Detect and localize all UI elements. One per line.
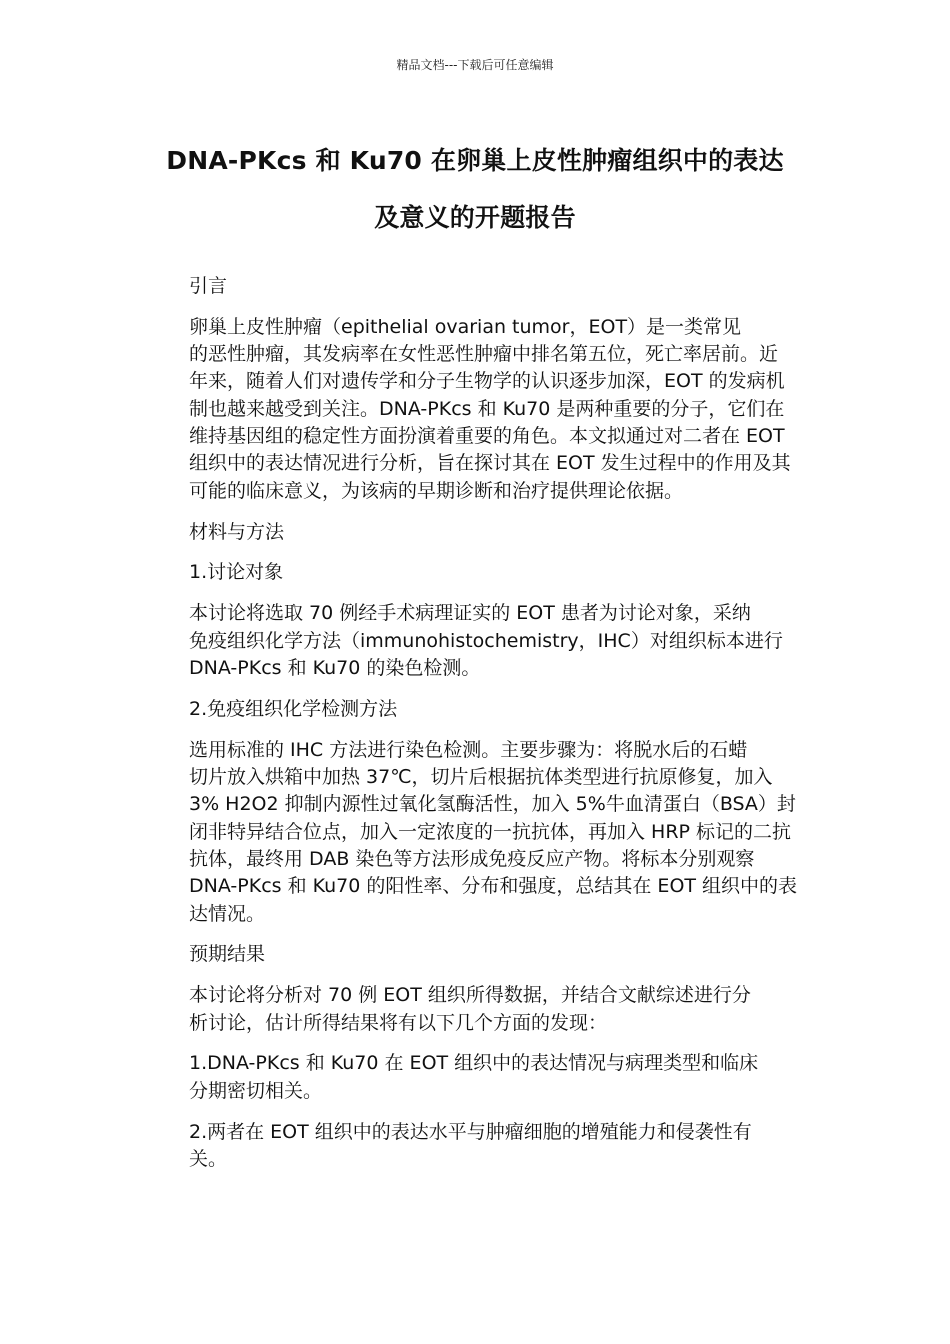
paragraph-line: 年来，随着人们对遗传学和分子生物学的认识逐步加深，EOT 的发病机 [189, 370, 785, 393]
paragraph-line: 1.讨论对象 [189, 561, 284, 584]
paragraph-line: 预期结果 [189, 943, 266, 966]
paragraph-line: 本讨论将分析对 70 例 EOT 组织所得数据，并结合文献综述进行分 [189, 984, 751, 1007]
paragraph-line: 卵巢上皮性肿瘤（epithelial ovarian tumor，EOT）是一类常见 [189, 315, 742, 338]
document-title [120, 132, 830, 246]
paragraph [144, 314, 806, 505]
paragraph [144, 982, 806, 1037]
paragraph-line: 关。 [189, 1147, 228, 1170]
paragraph-line: 闭非特异结合位点，加入一定浓度的一抗抗体，再加入 HRP 标记的二抗 [189, 820, 792, 843]
document-body [144, 273, 806, 1187]
paragraph-line: DNA-PKcs 和 Ku70 的染色检测。 [189, 656, 481, 679]
paragraph-line: 析讨论，估计所得结果将有以下几个方面的发现： [189, 1011, 608, 1034]
paragraph [144, 696, 806, 723]
paragraph [144, 1050, 806, 1105]
paragraph-line: 达情况。 [189, 902, 266, 925]
paragraph-line: 2.两者在 EOT 组织中的表达水平与肿瘤细胞的增殖能力和侵袭性有 [189, 1120, 752, 1143]
title-line-2: 及意义的开题报告 [374, 203, 576, 232]
paragraph-line: 3% H2O2 抑制内源性过氧化氢酶活性，加入 5%牛血清蛋白（BSA）封 [189, 793, 796, 816]
paragraph-line: 组织中的表达情况进行分析，旨在探讨其在 EOT 发生过程中的作用及其 [189, 452, 791, 475]
paragraph-line: 引言 [189, 275, 228, 297]
paragraph [144, 941, 806, 968]
paragraph [144, 559, 806, 586]
paragraph [144, 273, 806, 300]
paragraph-line: 抗体，最终用 DAB 染色等方法形成免疫反应产物。将标本分别观察 [189, 847, 755, 870]
paragraph [144, 1119, 806, 1174]
paragraph-line: 制也越来越受到关注。DNA-PKcs 和 Ku70 是两种重要的分子，它们在 [189, 397, 785, 420]
paragraph-line: 免疫组织化学方法（immunohistochemistry，IHC）对组织标本进行 [189, 629, 783, 652]
paragraph-line: 材料与方法 [189, 520, 285, 543]
paragraph-line: 2.免疫组织化学检测方法 [189, 697, 398, 720]
title-line-1: DNA-PKcs 和 Ku70 在卵巢上皮性肿瘤组织中的表达 [166, 146, 784, 175]
paragraph-line: 维持基因组的稳定性方面扮演着重要的角色。本文拟通过对二者在 EOT [189, 425, 785, 448]
paragraph-line: 选用标准的 IHC 方法进行染色检测。主要步骤为：将脱水后的石蜡 [189, 738, 748, 761]
paragraph-line: 切片放入烘箱中加热 37℃，切片后根据抗体类型进行抗原修复，加入 [189, 766, 773, 789]
paragraph-line: 可能的临床意义，为该病的早期诊断和治疗提供理论依据。 [189, 479, 684, 502]
paragraph-line: 1.DNA-PKcs 和 Ku70 在 EOT 组织中的表达情况与病理类型和临床 [189, 1052, 759, 1075]
page-header: 精品文档---下载后可任意编辑 [396, 58, 554, 72]
paragraph-line: 本讨论将选取 70 例经手术病理证实的 EOT 患者为讨论对象，采纳 [189, 602, 751, 625]
paragraph [144, 737, 806, 928]
paragraph-line: 分期密切相关。 [189, 1079, 323, 1102]
paragraph [144, 519, 806, 546]
paragraph-line: DNA-PKcs 和 Ku70 的阳性率、分布和强度，总结其在 EOT 组织中的表 [189, 875, 798, 898]
paragraph [144, 600, 806, 682]
paragraph-line: 的恶性肿瘤，其发病率在女性恶性肿瘤中排名第五位，死亡率居前。近 [189, 343, 779, 366]
